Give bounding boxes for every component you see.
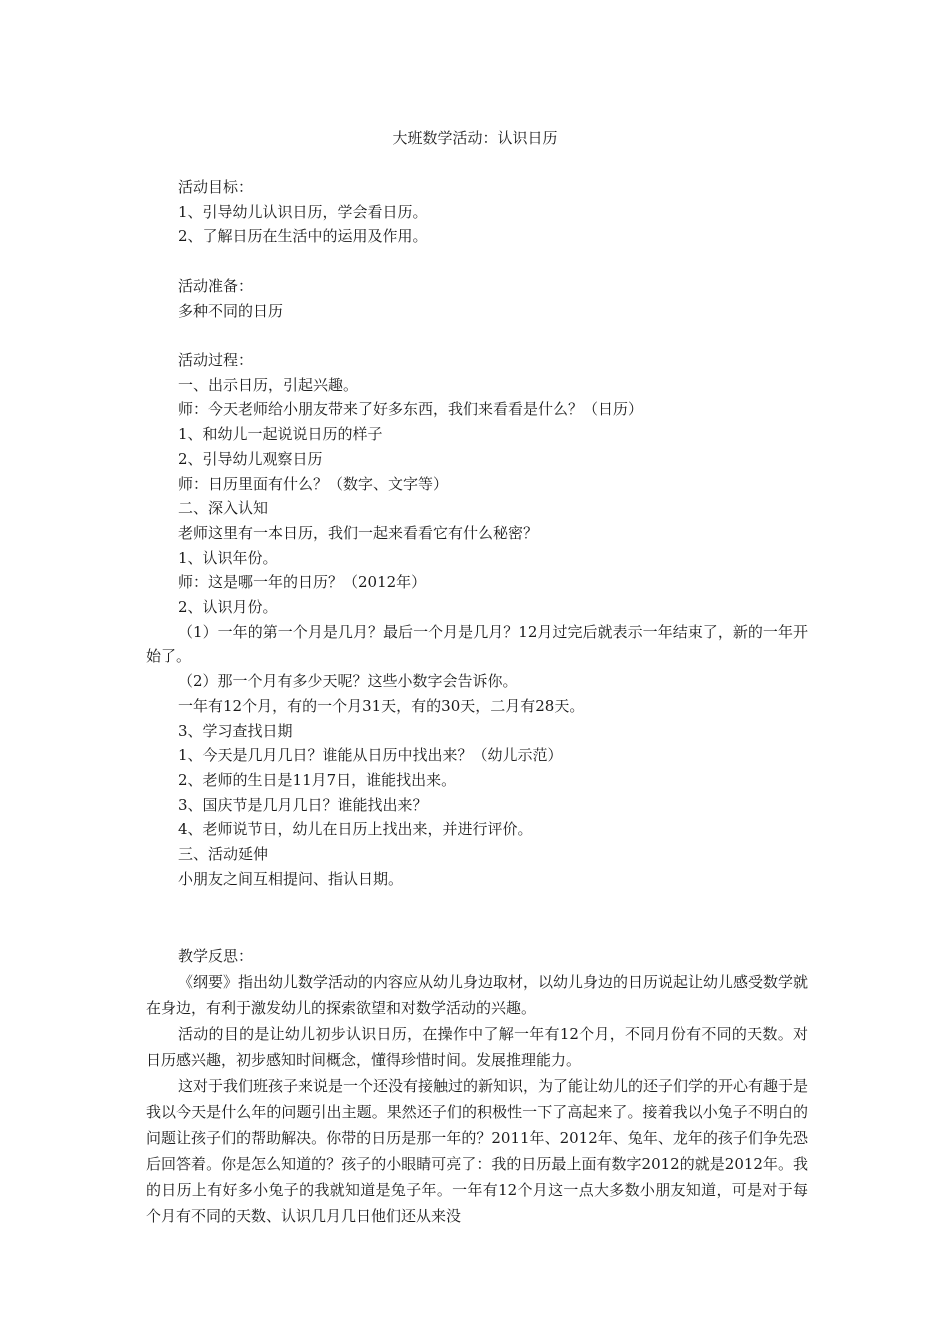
goals-heading: 活动目标：: [178, 178, 254, 196]
reflection-paragraph: 活动的目的是让幼儿初步认识日历，在操作中了解一年有12个月，不同月份有不同的天数。对日历感兴趣，初步感知时间概念，懂得珍惜时间。发展推理能力。: [146, 1024, 808, 1069]
reflection-paragraph: 《纲要》指出幼儿数学活动的内容应从幼儿身边取材，以幼儿身边的日历说起让幼儿感受数学就在身边，有利于激发幼儿的探索欲望和对数学活动的兴趣。: [146, 972, 809, 1017]
process-line: 师：今天老师给小朋友带来了好多东西，我们来看看是什么？（日历）: [178, 400, 644, 419]
process-line: 1、今天是几月几日？谁能从日历中找出来？（幼儿示范）: [178, 746, 563, 765]
process-line: 2、老师的生日是11月7日，谁能找出来。: [178, 770, 457, 789]
prep-heading: 活动准备：: [178, 277, 254, 295]
process-line: 1、认识年份。: [178, 548, 278, 567]
process-line: 师：这是哪一年的日历？（2012年）: [178, 573, 427, 592]
process-line: 1、和幼儿一起说说日历的样子: [178, 425, 383, 444]
process-line: 2、认识月份。: [178, 598, 278, 617]
process-line: 2、引导幼儿观察日历: [178, 449, 323, 468]
process-line: 小朋友之间互相提问、指认日期。: [178, 869, 404, 888]
goals-section: [146, 175, 808, 249]
process-line: 3、国庆节是几月几日？谁能找出来？: [178, 795, 428, 814]
process-line: 4、老师说节日，幼儿在日历上找出来，并进行评价。: [178, 820, 533, 839]
process-line: 三、活动延伸: [178, 845, 269, 864]
process-paragraph: （1）一年的第一个月是几月？最后一个月是几月？12月过完后就表示一年结束了，新的一年开始了。: [146, 622, 808, 666]
document-title: 大班数学活动：认识日历: [392, 129, 558, 147]
prep-section: [146, 274, 808, 323]
reflection-section: [146, 944, 808, 1229]
goal-item: 1、引导幼儿认识日历，学会看日历。: [178, 202, 428, 221]
process-line: 师：日历里面有什么？（数字、文字等）: [178, 474, 449, 493]
process-line: 一、出示日历，引起兴趣。: [178, 375, 359, 394]
reflection-heading: 教学反思：: [178, 947, 254, 965]
reflection-paragraph: 这对于我们班孩子来说是一个还没有接触过的新知识，为了能让幼儿的还子们学的开心有趣于是我以今天是什么年的问题引出主题。果然还子们的积极性一下了高起来了。接着我以小兔子不明白的问题让孩子们的帮助解决。你带的日历是那一年的？2011年、2012年、兔年、龙年的孩子们争先恐后回答着。你是怎么知道的？孩子的小眼睛可亮了：我的日历最上面有数字2012的就是2012年。我的日历上有好多小兔子的我就知道是兔子年。一年有12个月这一点大多数小朋友知道，可是对于每个月有不同的天数、认识几月几日他们还从来没: [146, 1076, 809, 1225]
process-heading: 活动过程：: [178, 351, 254, 369]
process-line: 二、深入认知: [178, 499, 269, 518]
process-line: 一年有12个月，有的一个月31天，有的30天，二月有28天。: [178, 696, 585, 715]
process-section: [146, 348, 808, 891]
process-line: 老师这里有一本日历，我们一起来看看它有什么秘密？: [178, 523, 539, 542]
prep-item: 多种不同的日历: [178, 301, 284, 320]
process-line: 3、学习查找日期: [178, 721, 293, 740]
process-line: （2）那一个月有多少天呢？这些小数字会告诉你。: [178, 672, 518, 691]
goal-item: 2、了解日历在生活中的运用及作用。: [178, 227, 428, 246]
